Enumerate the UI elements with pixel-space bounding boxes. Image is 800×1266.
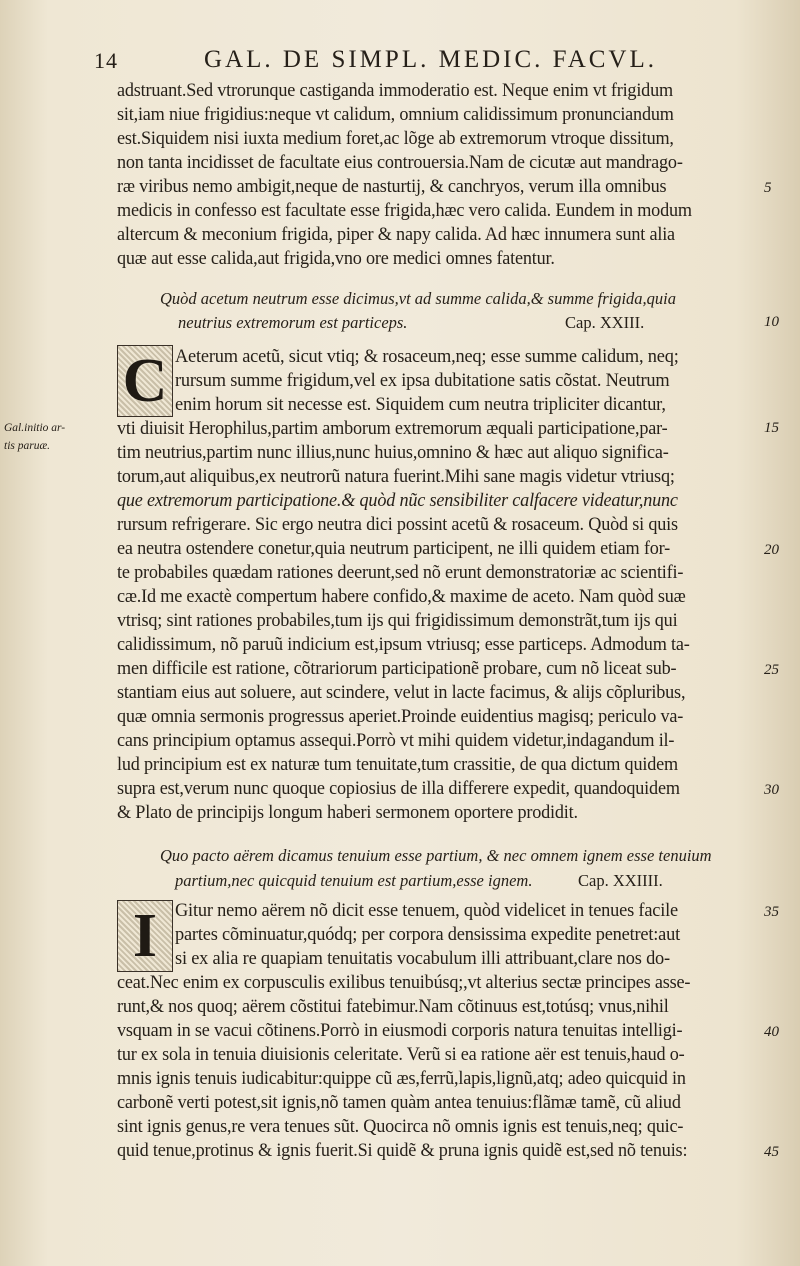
- chapter-heading: neutrius extremorum est particeps.: [178, 313, 408, 332]
- margin-note: tis paruæ.: [4, 440, 51, 452]
- text-line: stantiam eius aut soluere, aut scindere, velut in lacte facimus, & alijs cõpluribus,: [117, 682, 686, 703]
- text-line: Gitur nemo aërem nõ dicit esse tenuem, quòd videlicet in tenues facile: [175, 900, 678, 921]
- line-number: 10: [764, 314, 779, 330]
- line-number: 25: [764, 662, 779, 678]
- text-line: quæ omnia sermonis progressus aperiet.Proinde euidentius magisq; periculo va-: [117, 706, 684, 727]
- text-line: rursum refrigerare. Sic ergo neutra dici possint acetũ & rosaceum. Quòd si quis: [117, 514, 678, 535]
- text-line: supra est,verum nunc quoque copiosius de illa differere expedit, quandoquidem: [117, 778, 680, 799]
- text-line: altercum & meconium frigida, piper & napy calida. Ad hæc innumera sunt alia: [117, 224, 675, 245]
- text-line: non tanta incidisset de facultate eius controuersia.Nam de cicutæ aut mandrago-: [117, 152, 683, 173]
- line-number: 20: [764, 542, 779, 558]
- text-line: ræ viribus nemo ambigit,neque de nasturtij, & canchryos, verum illa omnibus: [117, 176, 667, 197]
- text-line: cans principium optamus assequi.Porrò vt mihi quidem videtur,indagandum il-: [117, 730, 675, 751]
- initial-letter: C: [122, 347, 168, 415]
- text-line: rursum summe frigidum,vel ex ipsa dubitatione satis cõstat. Neutrum: [175, 370, 670, 391]
- chapter-number: Cap. XXIIII.: [578, 871, 663, 890]
- line-number: 30: [764, 782, 779, 798]
- text-line: quæ aut esse calida,aut frigida,vno ore medici omnes fatentur.: [117, 248, 555, 269]
- text-line: que extremorum participatione.& quòd nũc sensibiliter calfacere videatur,nunc: [117, 490, 678, 511]
- text-line: quid tenue,protinus & ignis fuerit.Si quidẽ & pruna ignis quidẽ est,sed nõ tenuis:: [117, 1140, 688, 1161]
- chapter-heading: Quòd acetum neutrum esse dicimus,vt ad summe calida,& summe frigida,quia: [160, 289, 677, 308]
- text-line: torum,aut aliquibus,ex neutrorũ natura fuerint.Mihi sane magis videtur vtriusq;: [117, 466, 675, 487]
- text-line: ceat.Nec enim ex corpusculis exilibus tenuibúsq;,vt alterius sectæ principes asse-: [117, 972, 691, 993]
- line-number: 45: [764, 1144, 779, 1160]
- text-line: sint ignis genus,re vera tenues sũt. Quocirca nõ omnis ignis est tenuis,neq; quic-: [117, 1116, 684, 1137]
- line-number: 40: [764, 1024, 779, 1040]
- page-number: 14: [94, 48, 118, 73]
- running-title: GAL. DE SIMPL. MEDIC. FACVL.: [204, 46, 657, 73]
- text-line: vti diuisit Herophilus,partim amborum extremorum æquali participatione,par-: [117, 418, 668, 439]
- text-line: & Plato de principijs longum haberi sermonem oportere prodidit.: [117, 802, 578, 823]
- chapter-number: Cap. XXIII.: [565, 313, 645, 332]
- text-line: carbonẽ verti potest,sit ignis,nõ tamen quàm antea tenuius:flãmæ tamẽ, cũ aliud: [117, 1092, 681, 1113]
- text-line: te probabiles quædam rationes deerunt,sed nõ erunt demonstratoriæ ac scientifi-: [117, 562, 684, 583]
- margin-note: Gal.initio ar-: [4, 422, 66, 434]
- text-line: vsquam in se vacui cõtinens.Porrò in eiusmodi corporis natura tenuitas intelligi-: [117, 1020, 683, 1041]
- text-line: mnis ignis tenuis iudicabitur:quippe cũ æs,ferrũ,lapis,lignũ,atq; adeo quicquid in: [117, 1068, 686, 1089]
- text-line: tim neutrius,partim nunc illius,nunc huius,omnino & hæc aut aliquo significa-: [117, 442, 669, 463]
- text-line: enim horum sit necesse est. Siquidem cum neutra tripliciter dicantur,: [175, 394, 666, 415]
- text-line: sit,iam niue frigidius:neque vt calidum, omnium calidissimum pronunciandum: [117, 104, 674, 125]
- text-line: tur ex sola in tenuia diuisionis celeritate. Verũ si ea ratione aër est tenuis,haud o-: [117, 1044, 685, 1065]
- decorated-initial: [117, 900, 173, 972]
- text-line: medicis in confesso est facultate esse frigida,hæc vero calida. Eundem in modum: [117, 200, 692, 221]
- text-line: vtrisq; sint rationes probabiles,tum ijs qui frigidissimum demonstrãt,tum ijs qui: [117, 610, 678, 631]
- text-line: Aeterum acetũ, sicut vtiq; & rosaceum,neq; esse summe calidum, neq;: [175, 346, 679, 367]
- text-line: calidissimum, nõ paruũ indicium est,ipsum vtriusq; esse particeps. Admodum ta-: [117, 634, 690, 655]
- line-number: 5: [764, 180, 772, 196]
- text-line: si ex alia re quapiam tenuitatis vocabulum illi attribuant,clare nos do-: [175, 948, 670, 969]
- chapter-heading: partium,nec quicquid tenuium est partium,esse ignem.: [175, 871, 533, 890]
- initial-letter: I: [132, 902, 158, 970]
- line-number: 35: [764, 904, 779, 920]
- text-line: est.Siquidem nisi iuxta medium foret,ac lõge ab extremorum vtroque dissitum,: [117, 128, 674, 149]
- text-line: men difficile est ratione, cõtrariorum participationẽ probare, cum nõ liceat sub-: [117, 658, 677, 679]
- chapter-heading: Quo pacto aërem dicamus tenuium esse partium, & nec omnem ignem esse tenuium: [160, 846, 712, 865]
- text-line: ea neutra ostendere conetur,quia neutrum participent, ne illi quidem etiam for-: [117, 538, 670, 559]
- text-line: cæ.Id me exactè compertum habere confido,& maxime de aceto. Nam quòd suæ: [117, 586, 686, 607]
- text-line: partes cõminuatur,quódq; per corpora densissima expedite penetret:aut: [175, 924, 680, 945]
- page-header: [0, 44, 800, 84]
- text-line: lud principium est ex naturæ tum tenuitate,tum crassitie, de qua dictum quidem: [117, 754, 678, 775]
- text-line: adstruant.Sed vtrorunque castiganda immoderatio est. Neque enim vt frigidum: [117, 80, 673, 101]
- text-line: runt,& nos quoq; aërem cõstitui fatebimur.Nam cõtinuus est,totúsq; vnus,nihil: [117, 996, 669, 1017]
- decorated-initial: [117, 345, 173, 417]
- line-number: 15: [764, 420, 779, 436]
